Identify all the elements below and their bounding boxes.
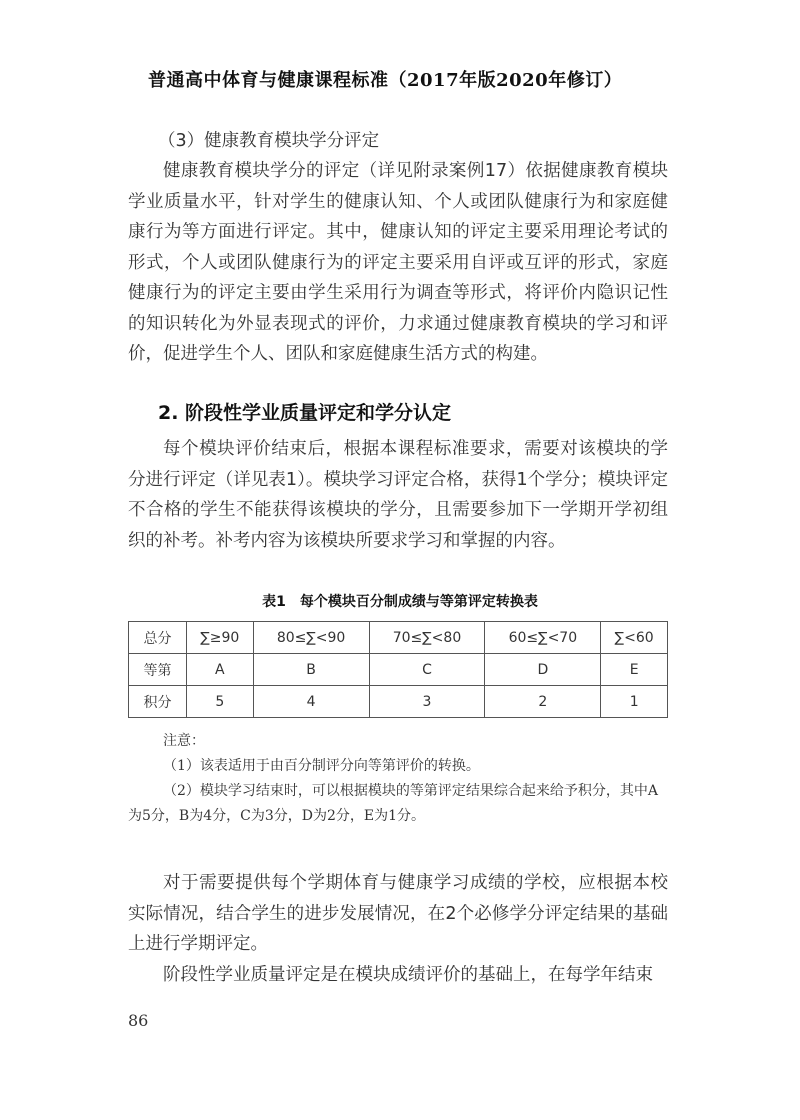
closing-paragraph-2: 阶段性学业质量评定是在模块成绩评价的基础上，在每学年结束 (163, 965, 653, 985)
table-row-total-score (129, 622, 668, 654)
table-row-points (129, 686, 668, 718)
table-cell: 1 (601, 686, 668, 718)
page-number: 86 (128, 1011, 149, 1030)
table-cell: C (369, 654, 485, 686)
section-heading-stage-evaluation: 2. 阶段性学业质量评定和学分认定 (158, 402, 452, 424)
health-module-paragraph: 健康教育模块学分的评定（详见附录案例17）依据健康教育模块学业质量水平，针对学生的健康认知、个人或团队健康行为和家庭健康行为等方面进行评定。其中，健康认知的评定主要采用理论考试的形式，个人或团队健康行为的评定主要采用自评或互评的形式，家庭健康行为的评定主要由学生采用行为调查等形式，将评价内隐识记性的知识转化为外显表现式的评价，力求通过健康教育模块的学习和评价，促进学生个人、团队和家庭健康生活方式的构建。 (128, 161, 668, 364)
table-cell: 3 (369, 686, 485, 718)
note-item: （1）该表适用于由百分制评分向等第评价的转换。 (163, 758, 480, 774)
table-cell: 4 (253, 686, 369, 718)
note-item: （2）模块学习结束时，可以根据模块的等第评定结果综合起来给予积分，其中A为5分，B为4分，C为3分，D为2分，E为1分。 (128, 783, 659, 824)
grade-conversion-table (128, 621, 668, 718)
table-cell: B (253, 654, 369, 686)
stage-evaluation-paragraph: 每个模块评价结束后，根据本课程标准要求，需要对该模块的学分进行评定（详见表1）。模块学习评定合格，获得1个学分；模块评定不合格的学生不能获得该模块的学分，且需要参加下一学期开学初组织的补考。补考内容为该模块所要求学习和掌握的内容。 (128, 439, 668, 551)
table-cell: 5 (187, 686, 254, 718)
table-cell: 总分 (129, 622, 187, 654)
table-cell: ∑≥90 (187, 622, 254, 654)
table-cell: ∑<60 (601, 622, 668, 654)
health-module-subheading: （3）健康教育模块学分评定 (158, 131, 380, 151)
closing-paragraph-1: 对于需要提供每个学期体育与健康学习成绩的学校，应根据本校实际情况，结合学生的进步发展情况，在2个必修学分评定结果的基础上进行学期评定。 (128, 873, 668, 954)
running-header: 普通高中体育与健康课程标准（2017年版2020年修订） (148, 70, 623, 91)
table-caption: 表1 每个模块百分制成绩与等第评定转换表 (262, 594, 538, 610)
table-row-grade (129, 654, 668, 686)
table-cell: 80≤∑<90 (253, 622, 369, 654)
table-cell: 积分 (129, 686, 187, 718)
table-cell: E (601, 654, 668, 686)
table-cell: D (485, 654, 601, 686)
table-cell: 70≤∑<80 (369, 622, 485, 654)
table-notes (128, 729, 668, 829)
table-cell: 等第 (129, 654, 187, 686)
table-cell: 60≤∑<70 (485, 622, 601, 654)
notes-title: 注意： (163, 733, 205, 749)
table-cell: 2 (485, 686, 601, 718)
table-cell: A (187, 654, 254, 686)
